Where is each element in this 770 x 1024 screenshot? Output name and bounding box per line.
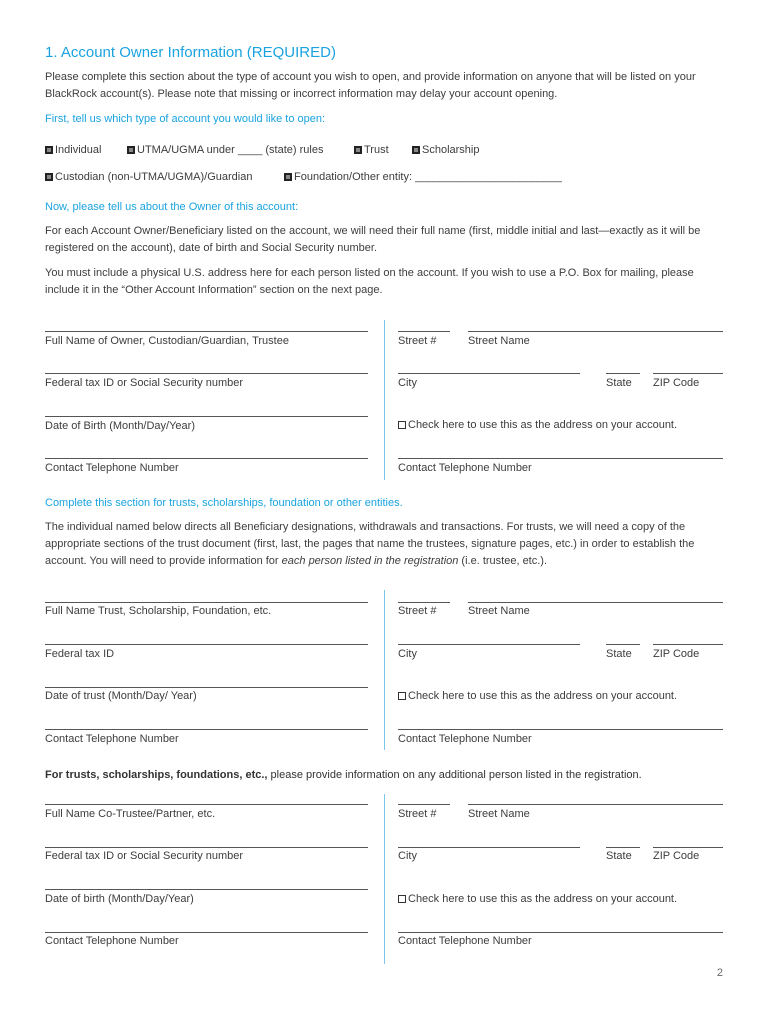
use-address-checkbox[interactable] — [398, 421, 406, 429]
phone-label-right: Contact Telephone Number — [398, 462, 532, 474]
cotrustee-zip-label: ZIP Code — [653, 850, 700, 862]
additional-rest: please provide information on any additional person listed in the registration. — [267, 769, 642, 781]
trust-date-field[interactable] — [45, 687, 368, 688]
column-divider — [384, 590, 385, 750]
trust-name-field[interactable] — [45, 602, 368, 603]
phone-label-left: Contact Telephone Number — [45, 462, 179, 474]
tax-id-field[interactable] — [45, 373, 368, 374]
trust-paragraph-emphasis: each person listed in the registration — [281, 555, 459, 567]
trust-street-name-label: Street Name — [468, 605, 530, 617]
zip-field[interactable] — [653, 373, 723, 374]
option-label: UTMA/UGMA under ____ (state) rules — [137, 144, 324, 156]
trust-phone-field-left[interactable] — [45, 729, 368, 730]
cotrustee-dob-field[interactable] — [45, 889, 368, 890]
trust-state-field[interactable] — [606, 644, 640, 645]
section-title: 1. Account Owner Information (REQUIRED) — [45, 44, 336, 61]
cotrustee-state-label: State — [606, 850, 632, 862]
full-name-field[interactable] — [45, 331, 368, 332]
option-label: Trust — [364, 144, 389, 156]
cotrustee-use-address-label: Check here to use this as the address on your account. — [408, 893, 678, 905]
column-divider — [384, 794, 385, 964]
cotrustee-use-address-checkbox[interactable] — [398, 895, 406, 903]
trust-zip-field[interactable] — [653, 644, 723, 645]
trust-city-label: City — [398, 648, 417, 660]
custodian-checkbox[interactable] — [45, 173, 53, 181]
cotrustee-name-field[interactable] — [45, 804, 368, 805]
tax-id-label: Federal tax ID or Social Security number — [45, 377, 244, 389]
street-number-label: Street # — [398, 335, 437, 347]
option-scholarship[interactable] — [412, 144, 479, 156]
cotrustee-street-number-label: Street # — [398, 808, 437, 820]
trust-date-label: Date of trust (Month/Day/ Year) — [45, 690, 197, 702]
cotrustee-zip-field[interactable] — [653, 847, 723, 848]
option-label: Foundation/Other entity: ________________________ — [294, 171, 562, 183]
trust-street-name-field[interactable] — [468, 602, 723, 603]
cotrustee-dob-label: Date of birth (Month/Day/Year) — [45, 893, 194, 905]
street-number-field[interactable] — [398, 331, 450, 332]
cotrustee-city-field[interactable] — [398, 847, 580, 848]
trust-zip-label: ZIP Code — [653, 648, 700, 660]
owner-prompt: Now, please tell us about the Owner of this account: — [45, 201, 299, 213]
trust-paragraph-b: (i.e. trustee, etc.). — [458, 555, 548, 567]
state-field[interactable] — [606, 373, 640, 374]
option-label: Custodian (non-UTMA/UGMA)/Guardian — [55, 171, 253, 183]
column-divider — [384, 320, 385, 480]
trust-use-address-option[interactable] — [398, 690, 677, 702]
phone-field-right[interactable] — [398, 458, 723, 459]
city-field[interactable] — [398, 373, 580, 374]
dob-label: Date of Birth (Month/Day/Year) — [45, 420, 195, 432]
utma-checkbox[interactable] — [127, 146, 135, 154]
zip-label: ZIP Code — [653, 377, 700, 389]
cotrustee-state-field[interactable] — [606, 847, 640, 848]
option-trust[interactable] — [354, 144, 389, 156]
cotrustee-street-number-field[interactable] — [398, 804, 450, 805]
option-individual[interactable] — [45, 144, 101, 156]
state-label: State — [606, 377, 632, 389]
trust-street-number-field[interactable] — [398, 602, 450, 603]
cotrustee-phone-field-right[interactable] — [398, 932, 723, 933]
use-address-option[interactable] — [398, 419, 677, 431]
additional-person-prompt — [45, 769, 642, 781]
trust-street-number-label: Street # — [398, 605, 437, 617]
account-type-prompt: First, tell us which type of account you would like to open: — [45, 113, 326, 125]
trust-phone-field-right[interactable] — [398, 729, 723, 730]
cotrustee-street-name-label: Street Name — [468, 808, 530, 820]
option-foundation[interactable] — [284, 171, 562, 183]
street-name-label: Street Name — [468, 335, 530, 347]
owner-paragraph-1: For each Account Owner/Beneficiary listed on the account, we will need their full name (first, middle initial and last—exactly as it will be registered on the account), date of birth and Social Security number. — [45, 225, 701, 254]
option-utma[interactable] — [127, 144, 323, 156]
additional-bold: For trusts, scholarships, foundations, etc., — [45, 769, 268, 781]
scholarship-checkbox[interactable] — [412, 146, 420, 154]
option-custodian[interactable] — [45, 171, 252, 183]
trust-tax-id-label: Federal tax ID — [45, 648, 115, 660]
trust-checkbox[interactable] — [354, 146, 362, 154]
foundation-checkbox[interactable] — [284, 173, 292, 181]
cotrustee-tax-id-label: Federal tax ID or Social Security number — [45, 850, 244, 862]
phone-field-left[interactable] — [45, 458, 368, 459]
trust-use-address-checkbox[interactable] — [398, 692, 406, 700]
dob-field[interactable] — [45, 416, 368, 417]
trust-prompt: Complete this section for trusts, scholarships, foundation or other entities. — [45, 497, 403, 509]
trust-paragraph-a: The individual named below directs all Beneficiary designations, withdrawals and transactions. For trusts, we will need a copy of the appropriate sections of the trust document (first, last, the pages that name the trustees, signature pages, etc.) in order to establish the account. You will need to provide information for — [45, 521, 695, 567]
cotrustee-street-name-field[interactable] — [468, 804, 723, 805]
street-name-field[interactable] — [468, 331, 723, 332]
option-label: Individual — [55, 144, 102, 156]
cotrustee-phone-label-right: Contact Telephone Number — [398, 935, 532, 947]
owner-paragraph-2: You must include a physical U.S. address here for each person listed on the account. If you wish to use a P.O. Box for mailing, please include it in the “Other Account Information” section on the next page. — [45, 267, 694, 296]
individual-checkbox[interactable] — [45, 146, 53, 154]
trust-city-field[interactable] — [398, 644, 580, 645]
intro-text: Please complete this section about the type of account you wish to open, and provide information on anyone that will be listed on your BlackRock account(s). Please note that missing or incorrect information may delay your account opening. — [45, 71, 696, 100]
trust-use-address-label: Check here to use this as the address on your account. — [408, 690, 678, 702]
use-address-label: Check here to use this as the address on your account. — [408, 419, 678, 431]
trust-phone-label-right: Contact Telephone Number — [398, 733, 532, 745]
cotrustee-name-label: Full Name Co-Trustee/Partner, etc. — [45, 808, 216, 820]
cotrustee-phone-label-left: Contact Telephone Number — [45, 935, 179, 947]
cotrustee-tax-id-field[interactable] — [45, 847, 368, 848]
cotrustee-use-address-option[interactable] — [398, 893, 677, 905]
trust-paragraph — [45, 519, 725, 570]
trust-name-label: Full Name Trust, Scholarship, Foundation, etc. — [45, 605, 272, 617]
trust-state-label: State — [606, 648, 632, 660]
cotrustee-phone-field-left[interactable] — [45, 932, 368, 933]
page-number: 2 — [716, 967, 723, 979]
cotrustee-city-label: City — [398, 850, 417, 862]
full-name-label: Full Name of Owner, Custodian/Guardian, Trustee — [45, 335, 289, 347]
trust-phone-label-left: Contact Telephone Number — [45, 733, 179, 745]
option-label: Scholarship — [422, 144, 480, 156]
trust-tax-id-field[interactable] — [45, 644, 368, 645]
city-label: City — [398, 377, 417, 389]
